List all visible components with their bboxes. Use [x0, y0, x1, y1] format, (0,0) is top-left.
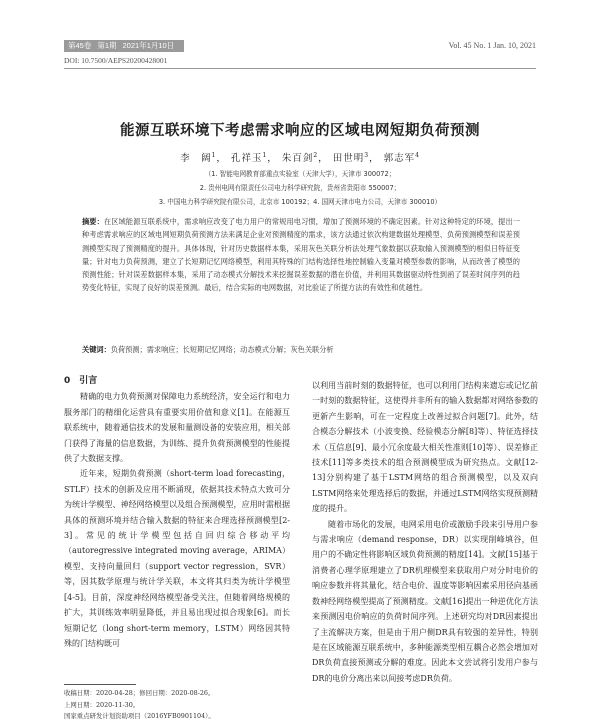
footnote-divider [64, 684, 136, 685]
abstract [82, 215, 520, 295]
online-date-note: 上网日期：2020-11-30。 [64, 700, 140, 709]
keywords-text: 负荷预测；需求响应；长短期记忆网络；动态模式分解；灰色关联分析 [110, 345, 334, 354]
affiliation-line: 2. 贵州电网有限责任公司电力科学研究院，贵州省贵阳市 550007； [199, 184, 401, 192]
keywords [82, 345, 520, 355]
author: 孔祥玉$^1$ [230, 151, 268, 164]
journal-issue-english: Vol. 45 No. 1 Jan. 10, 2021 [448, 41, 536, 50]
abstract-text: 在区域能源互联系统中，需求响应改变了电力用户的常规用电习惯，增加了预测环境的不确定因素。针对这种特定的环境，提出一种考虑需求响应的区域电网短期负荷预测方法来满足企业对预测精度的需求，该方法通过依次构建数据处理模型、负荷预测模型和误差预测模型实现了预测精度的提升。具体体现，针对历史数据样本集，采用灰色关联分析法处理气象数据以获取输入预测模型的相似日特征变量；针对电力负荷预测，建立了长短期记忆网络模型，利用其特殊的门结构选择性地控制输入变量对模型参数的影响，从而改善了模型的预测性能；针对误差数据样本集，采用了动态模式分解技术来挖掘误差数据的潜在价值，并利用其数据驱动特性到函了误差时间序列的趋势变化特征，实现了良好的误差预测。最后，结合实际的电网数据，对比验证了所提方法的有效性和优越性。 [82, 217, 520, 293]
received-date-note: 收稿日期：2020-04-28；修回日期：2020-08-26。 [64, 689, 215, 697]
left-column [64, 374, 290, 651]
affiliation-line: （1. 智能电网教育部重点实验室（天津大学），天津市 300072； [204, 170, 396, 178]
volume-label: 第45卷 [68, 41, 92, 50]
body-paragraph: 以利用当前时刻的数据特征，也可以利用门结构来遗忘或记忆前一时刻的数据特征，这使得并非所有的输入数据都对网络参数的更新产生影响，可在一定程度上改善过拟合问题[7]。此外，结合模态分解技术（小波变换、经验模态分解[8]等）、特征选择技术（互信息[9]、最小冗余度最大相关性准则[10]等）、误差修正技术[11]等多类技术的组合预测模型成为研究热点。文献[12-13]分别构建了基于LSTM网络的组合预测模型，以及双向LSTM网络来处理选择后的数据，并通过LSTM网络实现预测精度的提升。 [312, 381, 538, 514]
author: 朱百剑$^2$ [281, 151, 319, 164]
author: 郭志军$^4$ [383, 151, 420, 164]
paper-title: 能源互联环境下考虑需求响应的区域电网短期负荷预测 [120, 123, 480, 139]
issue-label: 第1期 [97, 41, 117, 50]
author: 田世明$^3$ [332, 151, 370, 164]
author: 李 阔$^1$ [180, 151, 217, 164]
funding-note: 国家重点研发计划资助项目（2016YFB0901104）。 [64, 712, 215, 720]
body-paragraph: 精确的电力负荷预测对保障电力系统经济，安全运行和电力服务部门的精细化运营具有重要实用价值和意义[1]。在能源互联系统中，随着通信技术的发展和量测设备的安装应用，相关部门获得了海量的信息数据，为训练、提升负荷预测模型的性能提供了大数据支撑。 [64, 392, 290, 464]
footnotes [64, 688, 304, 723]
author-list: 李 阔$^1$， 孔祥玉$^1$， 朱百剑$^2$， 田世明$^3$， 郭志军$^4$ [180, 151, 420, 164]
journal-issue-badge [64, 40, 184, 52]
doi-link[interactable]: DOI: 10.7500/AEPS20200428001 [64, 56, 168, 65]
body-paragraph: 随着市场化的发展，电网采用电价或激励手段来引导用户参与需求响应（demand response，DR）以实现削峰填谷，但用户的不确定性将影响区域负荷预测的精度[14]。文献[15]基于消费者心理学原理建立了DR机理模型来获取用户对分时电价的响应参数并将其量化，结合电价、温度等影响因素采用径向基函数神经网络模型提高了预测精度。文献[16]提出一种逆优化方法来预测因电价响应的负荷时间序列。上述研究均对DR因素提出了主流解决方案，但是由于用户侧DR具有较强的差异性，特别是在区域能源互联系统中，多种能源类型相互耦合必然会增加对DR负荷直接预测或分解的难度。因此本文尝试将引发用户参与DR的电价分离出来以间接考虑DR负荷。 [312, 519, 538, 683]
right-column [312, 378, 538, 686]
body-paragraph: 近年来，短期负荷预测（short-term load forecasting，STLF）技术的创新及应用不断涌现，依据其技术特点大致可分为统计学模型、神经网络模型以及组合预测模型，应用时需根据具体的预测环境并结合输入数据的特征来合理选择预测模型[2-3]。常见的统计学模型包括自回归综合移动平均（autoregressive integrated moving average，ARIMA）模型、支持向量回归（support vector regression，SVR）等，因其数学原理与统计学关联，本文将其归类为统计学模型[4-5]。目前，深度神经网络模型备受关注，但随着网络规模的扩大，其训练效率明显降低，并且易出现过拟合现象[6]。而长短期记忆（long short-term memory，LSTM）网络因其特殊的门结构既可 [64, 469, 290, 648]
section-heading-introduction: 0 引言 [64, 376, 98, 386]
keywords-label: 关键词： [82, 345, 111, 354]
header-divider [64, 68, 536, 69]
affiliation-line: 3. 中国电力科学研究院有限公司，北京市 100192；4. 国网天津市电力公司，天津市 300010） [158, 198, 442, 206]
issue-date: 2021年1月10日 [122, 41, 175, 50]
abstract-label: 摘要： [82, 217, 104, 226]
